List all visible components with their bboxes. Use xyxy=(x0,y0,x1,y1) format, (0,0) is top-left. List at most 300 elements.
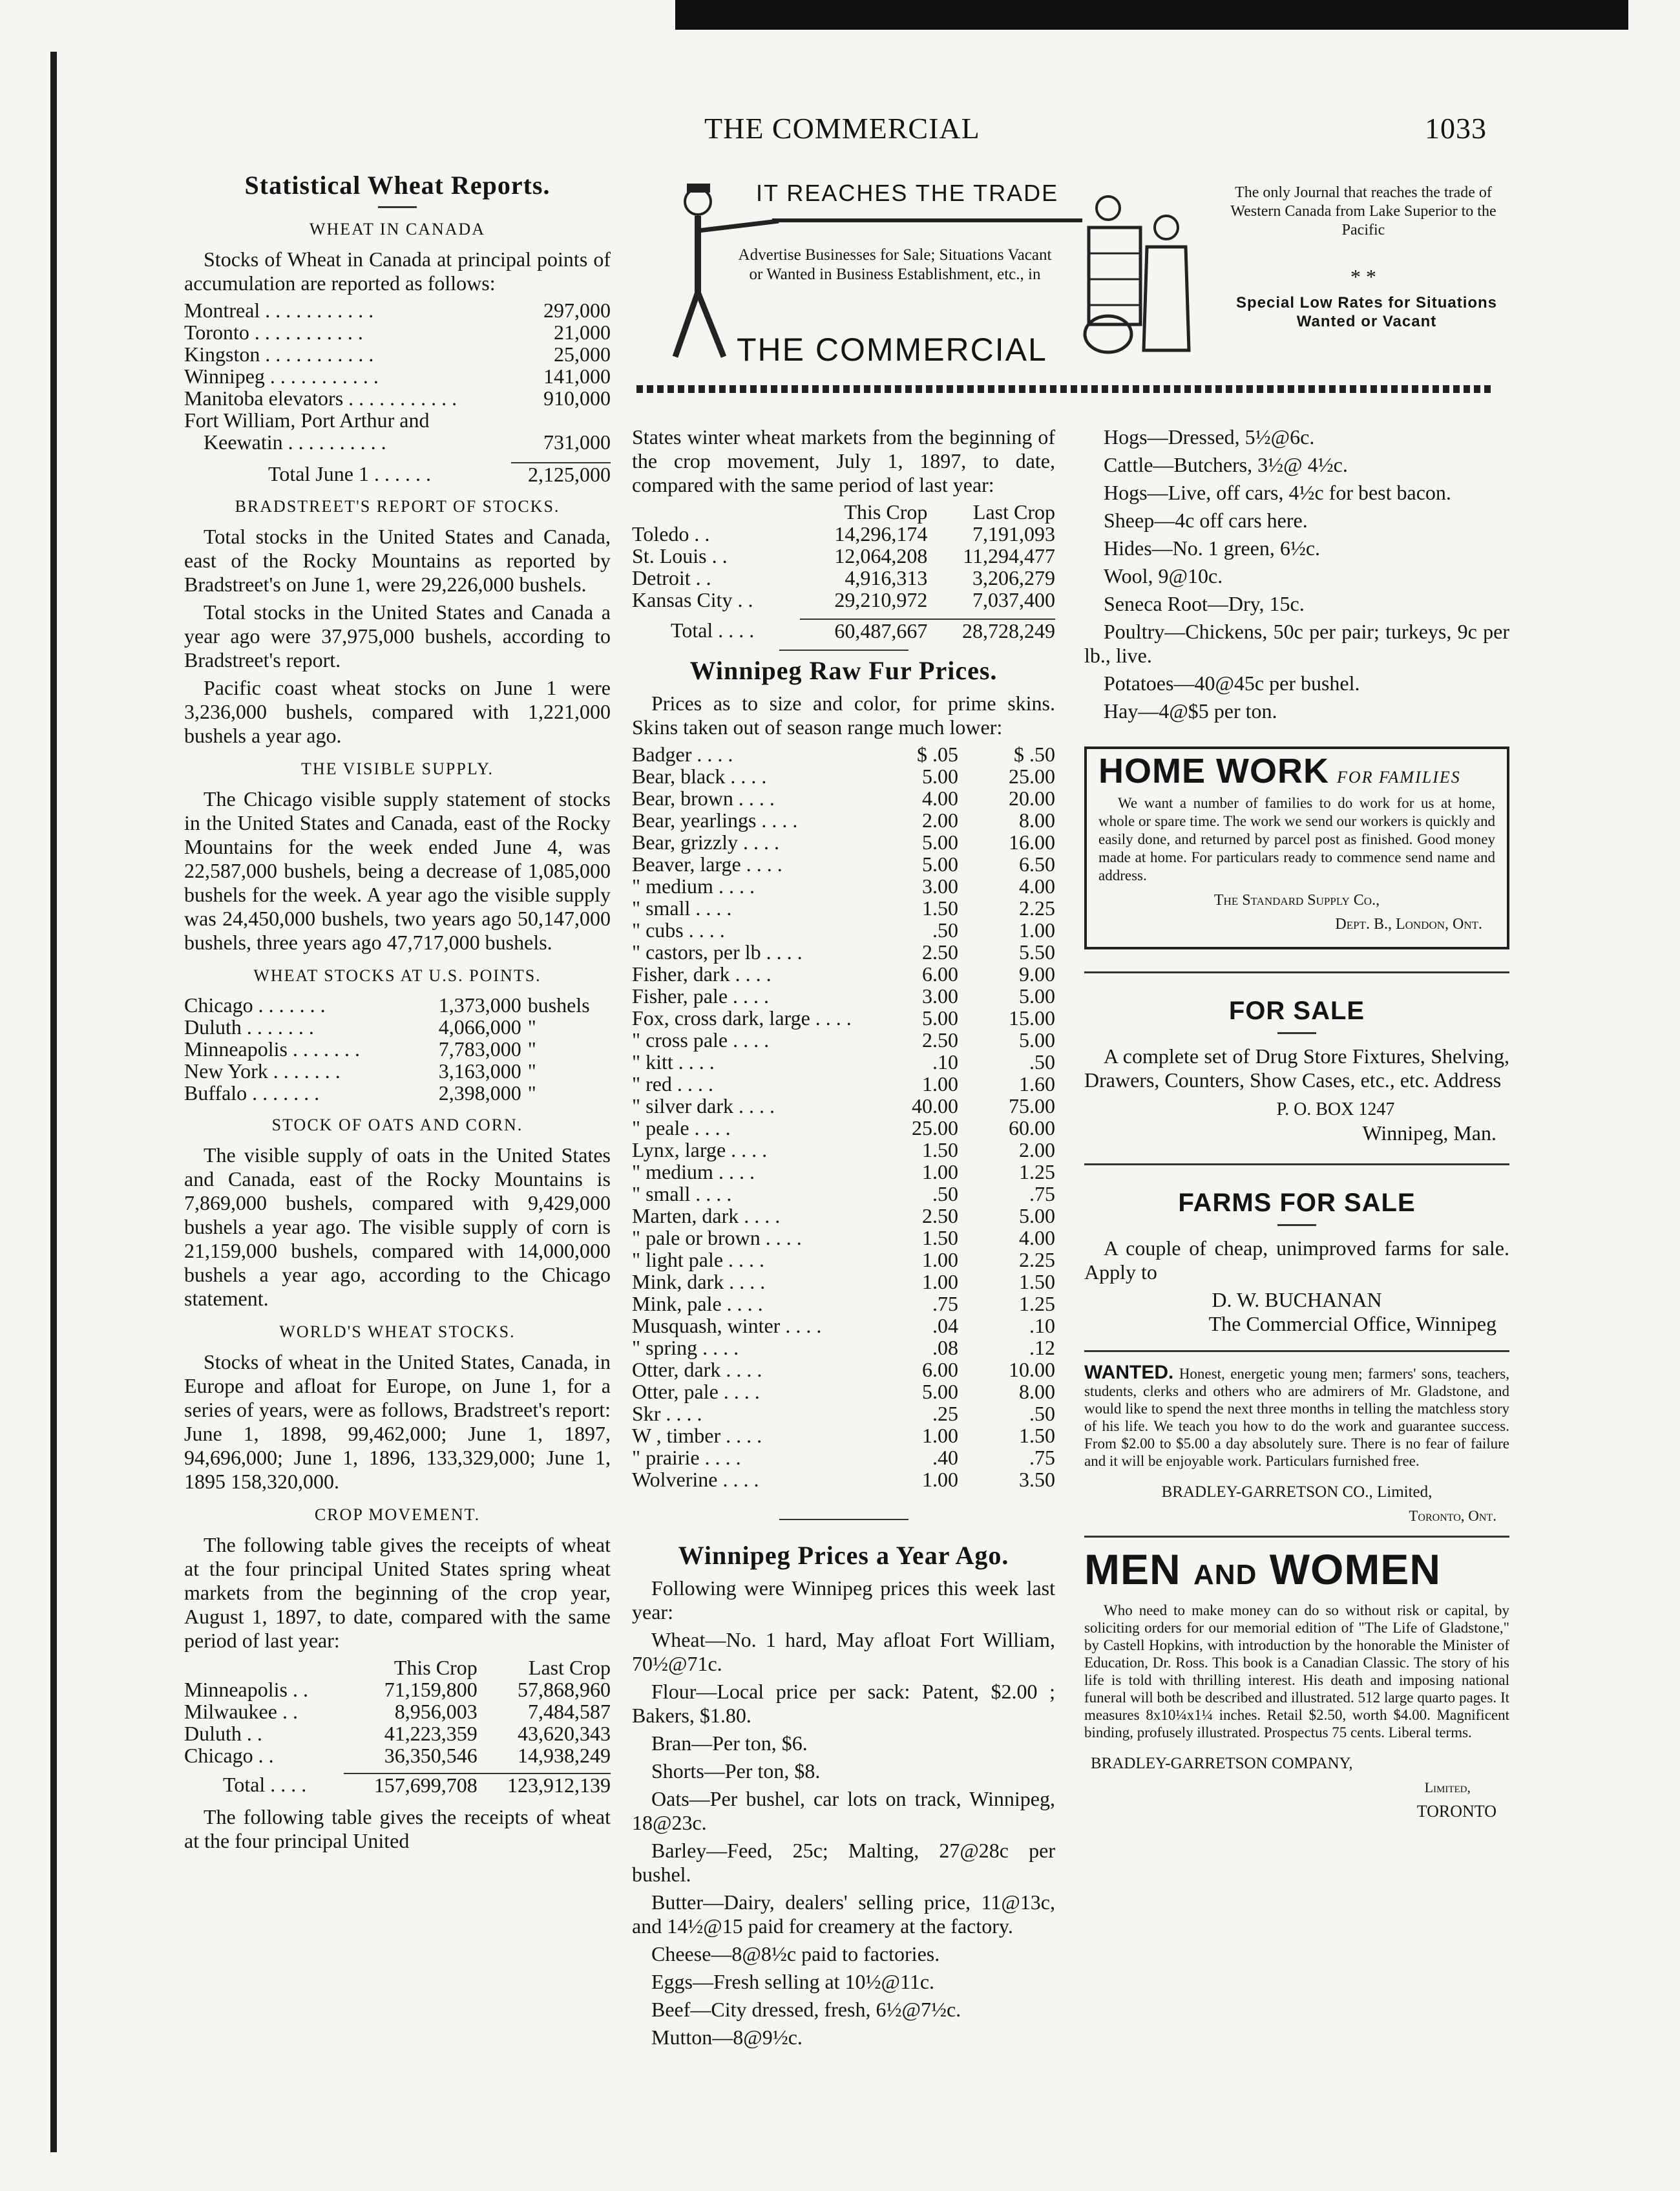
fur-row: " medium . . . . 3.00 4.00 xyxy=(632,874,1055,898)
row-value: 297,000 xyxy=(543,299,611,322)
wheat-canada-intro: Stocks of Wheat in Canada at principal points of accumulation are reported as follows: xyxy=(184,248,611,295)
statistical-wheat-title: Statistical Wheat Reports. xyxy=(244,171,551,200)
fur-name: " light pale xyxy=(632,1248,724,1271)
wheat-canada-head: WHEAT IN CANADA xyxy=(309,220,486,238)
fur-name: " silver dark xyxy=(632,1094,734,1117)
divider xyxy=(1277,1224,1316,1226)
column-3 xyxy=(1084,425,1509,1823)
fur-row: " silver dark . . . . 40.00 75.00 xyxy=(632,1094,1055,1117)
prices-year-ago-intro: Following were Winnipeg prices this week last year: xyxy=(632,1576,1055,1624)
row-value: 71,159,800 xyxy=(384,1678,478,1701)
fur-name: Bear, black xyxy=(632,765,726,788)
fur-high: 5.00 xyxy=(1019,1204,1055,1227)
row-label: Milwaukee xyxy=(184,1700,277,1723)
fur-row: Otter, pale . . . . 5.00 8.00 xyxy=(632,1380,1055,1403)
wanted-address: Toronto, Ont. xyxy=(1409,1508,1496,1524)
fur-high: 1.25 xyxy=(1019,1292,1055,1315)
price-item: Bran—Per ton, $6. xyxy=(651,1731,808,1755)
fur-name: Fox, cross dark, large xyxy=(632,1006,810,1030)
fur-low: 1.00 xyxy=(922,1468,958,1491)
page-header-title: THE COMMERCIAL xyxy=(704,112,980,145)
fur-low: 6.00 xyxy=(922,962,958,986)
fur-high: 8.00 xyxy=(1019,809,1055,832)
fur-name: " kitt xyxy=(632,1050,673,1074)
price-item: Wheat—No. 1 hard, May afloat Fort William, 70½@71c. xyxy=(632,1628,1055,1675)
fur-row: Fox, cross dark, large . . . . 5.00 15.00 xyxy=(632,1006,1055,1030)
visible-supply-head: THE VISIBLE SUPPLY. xyxy=(300,759,494,778)
fur-name: " cubs xyxy=(632,918,684,942)
winter-table-header: This Crop Last Crop xyxy=(844,500,1055,524)
fur-low: .08 xyxy=(932,1336,958,1359)
fur-high: 60.00 xyxy=(1009,1116,1055,1139)
fur-prices-title: Winnipeg Raw Fur Prices. xyxy=(689,656,998,685)
crop-movement-p2: The following table gives the receipts of wheat at the four principal United xyxy=(184,1805,611,1852)
for-sale-box: P. O. BOX 1247 xyxy=(1276,1099,1395,1119)
fur-high: 5.00 xyxy=(1019,984,1055,1008)
fur-high: 4.00 xyxy=(1019,1226,1055,1249)
fur-name: Bear, yearlings xyxy=(632,809,757,832)
fur-low: 40.00 xyxy=(912,1094,958,1117)
fur-high: 1.60 xyxy=(1019,1072,1055,1096)
divider xyxy=(1084,1163,1509,1165)
ad-commercial-name: THE COMMERCIAL xyxy=(737,332,1047,368)
price-item: Barley—Feed, 25c; Malting, 27@28c per bushel. xyxy=(632,1839,1055,1886)
table-row: Winnipeg . . . . . . . . . . . 141,000 xyxy=(184,365,611,388)
row-label: New York xyxy=(184,1059,268,1083)
row-value: 25,000 xyxy=(554,343,611,366)
fur-high: $ .50 xyxy=(1014,743,1055,766)
men-women-limited: Limited, xyxy=(1424,1779,1471,1795)
fur-row: " spring . . . . .08 .12 xyxy=(632,1336,1055,1359)
fur-high: .50 xyxy=(1029,1402,1055,1425)
wanted-body: Honest, energetic young men; farmers' sons, teachers, students, clerks and others who are admirers of Mr. Gladstone, and would like to spend the next three months in telling the matchless story of his life. We teach you how to do the work and guarantee success. From $2.00 to $5.00 a day absolutely sure. There is no fear of failure and it will be enjoyable work. Particulars furnished free. xyxy=(1084,1366,1510,1469)
fur-row: " red . . . . 1.00 1.60 xyxy=(632,1072,1055,1096)
fur-name: " castors, per lb xyxy=(632,940,761,964)
fur-low: 25.00 xyxy=(912,1116,958,1139)
fur-row: " medium . . . . 1.00 1.25 xyxy=(632,1160,1055,1183)
fur-high: 1.25 xyxy=(1019,1160,1055,1183)
ad-reaches-trade: IT REACHES THE TRADE xyxy=(756,180,1059,206)
row-unit: " xyxy=(527,1081,536,1105)
top-advert xyxy=(630,176,1525,396)
home-work-address: Dept. B., London, Ont. xyxy=(1335,916,1482,933)
fur-high: .75 xyxy=(1029,1182,1055,1205)
canada-total-row: Total June 1 . . . . . . 2,125,000 xyxy=(268,462,611,486)
market-prices-list xyxy=(1084,425,1509,723)
divider xyxy=(378,206,417,208)
table-row: Milwaukee . . 8,956,003 7,484,587 xyxy=(184,1700,611,1723)
crop-table xyxy=(184,1656,611,1796)
price-item: Oats—Per bushel, car lots on track, Winnipeg, 18@23c. xyxy=(632,1787,1055,1834)
table-row: New York . . . . . . . 3,163,000 " xyxy=(184,1060,611,1082)
bradstreet-p1: Total stocks in the United States and Canada, east of the Rocky Mountains as reported by Bradstreet's on June 1, were 29,226,000 bushels. xyxy=(184,525,611,596)
fur-high: .12 xyxy=(1029,1336,1055,1359)
fur-row: Wolverine . . . . 1.00 3.50 xyxy=(632,1468,1055,1491)
fur-row: Badger . . . . $ .05 $ .50 xyxy=(632,743,1055,766)
left-column-rule xyxy=(50,52,57,2152)
fur-name: " peale xyxy=(632,1116,689,1139)
wanted-company: BRADLEY-GARRETSON CO., Limited, xyxy=(1161,1483,1433,1501)
fur-name: " medium xyxy=(632,874,713,898)
bradstreet-head: BRADSTREET'S REPORT OF STOCKS. xyxy=(235,497,560,516)
fur-row: Beaver, large . . . . 5.00 6.50 xyxy=(632,852,1055,876)
for-sale-city: Winnipeg, Man. xyxy=(1362,1121,1496,1145)
fur-row: " cross pale . . . . 2.50 5.00 xyxy=(632,1028,1055,1052)
for-sale-body: A complete set of Drug Store Fixtures, Shelving, Drawers, Counters, Show Cases, etc., etc. Address xyxy=(1084,1044,1509,1092)
row-value: 910,000 xyxy=(543,386,611,410)
fur-name: Marten, dark xyxy=(632,1204,739,1227)
fur-row: Musquash, winter . . . . .04 .10 xyxy=(632,1314,1055,1337)
fur-high: 16.00 xyxy=(1009,831,1055,854)
fur-name: " prairie xyxy=(632,1446,700,1469)
world-stocks-p: Stocks of wheat in the United States, Canada, in Europe and afloat for Europe, on June 1, for a series of years, were as follows, Bradstreet's report: June 1, 1898, 99,462,000; June 1, 1897, 94,696,000; June 1, 1896, 133,329,000; June 1, 1895 158,320,000. xyxy=(184,1350,611,1493)
fur-row: Marten, dark . . . . 2.50 5.00 xyxy=(632,1204,1055,1227)
divider xyxy=(1084,1350,1509,1352)
fur-name: Fisher, dark xyxy=(632,962,730,986)
price-item: Cattle—Butchers, 3½@ 4½c. xyxy=(1104,453,1348,476)
fur-name: " medium xyxy=(632,1160,713,1183)
fur-row: Otter, dark . . . . 6.00 10.00 xyxy=(632,1358,1055,1381)
row-value: 141,000 xyxy=(543,365,611,388)
fur-low: 5.00 xyxy=(922,1006,958,1030)
fur-name: Musquash, winter xyxy=(632,1314,781,1337)
fur-row: " pale or brown . . . . 1.50 4.00 xyxy=(632,1226,1055,1249)
fur-low: 2.50 xyxy=(922,940,958,964)
group-illustration xyxy=(1076,189,1192,363)
row-value: 14,296,174 xyxy=(834,522,928,545)
price-item: Hogs—Dressed, 5½@6c. xyxy=(1104,425,1315,449)
farms-body: A couple of cheap, unimproved farms for sale. Apply to xyxy=(1084,1236,1509,1284)
ad-side-text: The only Journal that reaches the trade of Western Canada from Lake Superior to the Pacific xyxy=(1230,184,1496,238)
crop-table-header: This Crop Last Crop xyxy=(394,1656,611,1679)
fur-low: 4.00 xyxy=(922,787,958,810)
price-item: Shorts—Per ton, $8. xyxy=(651,1759,821,1783)
fur-high: 25.00 xyxy=(1009,765,1055,788)
table-row: Minneapolis . . . . . . . 7,783,000 " xyxy=(184,1038,611,1060)
fur-name: Bear, grizzly xyxy=(632,831,738,854)
fur-high: 75.00 xyxy=(1009,1094,1055,1117)
prices-year-ago-list xyxy=(632,1628,1055,2049)
fur-low: 3.00 xyxy=(922,984,958,1008)
fur-low: $ .05 xyxy=(917,743,958,766)
fur-row: Bear, black . . . . 5.00 25.00 xyxy=(632,765,1055,788)
row-value: 7,191,093 xyxy=(972,522,1055,545)
home-work-title: HOME WORK xyxy=(1098,752,1329,790)
fur-high: 1.00 xyxy=(1019,918,1055,942)
ad-body: Advertise Businesses for Sale; Situations Vacant or Wanted in Business Establishment, etc., in xyxy=(738,246,1052,283)
fur-high: 1.50 xyxy=(1019,1270,1055,1293)
price-item: Beef—City dressed, fresh, 6½@7½c. xyxy=(651,1998,961,2021)
fur-low: .50 xyxy=(932,1182,958,1205)
table-row: Manitoba elevators . . . . . . . . . . . 910,000 xyxy=(184,386,611,410)
fur-row: Skr . . . . .25 .50 xyxy=(632,1402,1055,1425)
row-label: Chicago xyxy=(184,1744,253,1767)
fur-name: Fisher, pale xyxy=(632,984,728,1008)
row-label: Detroit xyxy=(632,566,691,589)
price-item: Flour—Local price per sack: Patent, $2.00 ; Bakers, $1.80. xyxy=(632,1680,1055,1727)
fur-low: .04 xyxy=(932,1314,958,1337)
row-unit: " xyxy=(527,1059,536,1083)
men-women-title: MEN AND WOMEN xyxy=(1084,1545,1441,1593)
row-value: 3,206,279 xyxy=(972,566,1055,589)
row-value: 7,783,000 xyxy=(438,1037,521,1061)
table-row: Duluth . . . . . . . 4,066,000 " xyxy=(184,1016,611,1038)
fur-row: " prairie . . . . .40 .75 xyxy=(632,1446,1055,1469)
oats-corn-p: The visible supply of oats in the United States and Canada, east of the Rocky Mountains is 7,869,000 bushels, compared with 9,429,000 bushels a year ago. The visible supply of corn is 21,159,000 bushels, compared with 14,000,000 bushels a year ago, according to the Chicago statement. xyxy=(184,1143,611,1310)
fur-high: 20.00 xyxy=(1009,787,1055,810)
fur-high: 2.25 xyxy=(1019,1248,1055,1271)
fur-name: Otter, dark xyxy=(632,1358,721,1381)
fur-low: .50 xyxy=(932,918,958,942)
fur-high: .75 xyxy=(1029,1446,1055,1469)
fur-high: 2.25 xyxy=(1019,896,1055,920)
table-row: Chicago . . . . . . . 1,373,000 bushels xyxy=(184,994,611,1016)
table-row: Toledo . . 14,296,174 7,191,093 xyxy=(632,522,1055,545)
fur-low: .75 xyxy=(932,1292,958,1315)
fur-low: 5.00 xyxy=(922,765,958,788)
men-women-company: BRADLEY-GARRETSON COMPANY, xyxy=(1091,1755,1353,1772)
fur-high: 10.00 xyxy=(1009,1358,1055,1381)
row-value: 21,000 xyxy=(554,321,611,344)
fur-low: 1.50 xyxy=(922,1226,958,1249)
pointer-line xyxy=(772,218,1082,222)
fur-name: Beaver, large xyxy=(632,852,741,876)
fur-prices-intro: Prices as to size and color, for prime skins. Skins taken out of season range much lower: xyxy=(632,692,1055,739)
row-label: St. Louis xyxy=(632,544,707,567)
row-label: Toledo xyxy=(632,522,689,545)
crop-movement-p: The following table gives the receipts of wheat at the four principal United States spring wheat markets from the beginning of the crop year, August 1, 1897, to date, compared with the same period of last year: xyxy=(184,1533,611,1652)
row-value: 4,916,313 xyxy=(845,566,928,589)
row-value: 2,398,000 xyxy=(438,1081,521,1105)
fur-name: " pale or brown xyxy=(632,1226,761,1249)
men-women-city: TORONTO xyxy=(1416,1802,1496,1821)
fur-low: 5.00 xyxy=(922,1380,958,1403)
fur-name: Wolverine xyxy=(632,1468,718,1491)
fur-name: W , timber xyxy=(632,1424,721,1447)
row-label: Manitoba elevators xyxy=(184,386,344,410)
fur-low: 2.50 xyxy=(922,1028,958,1052)
home-work-ad xyxy=(1084,746,1509,949)
row-value: 7,037,400 xyxy=(972,588,1055,611)
fur-high: 15.00 xyxy=(1009,1006,1055,1030)
divider xyxy=(1084,971,1509,973)
winter-wheat-table xyxy=(632,501,1055,642)
column-2 xyxy=(632,425,1055,2053)
visible-supply-p: The Chicago visible supply statement of stocks in the United States and Canada, east of the Rocky Mountains for the week ended June 4, was 22,587,000 bushels, being a decrease of 1,085,000 bushels for the week. A year ago the visible supply was 24,450,000 bushels, two years ago 50,147,000 bushels, three years ago 47,717,000 bushels. xyxy=(184,787,611,954)
fur-high: 9.00 xyxy=(1019,962,1055,986)
fur-low: 3.00 xyxy=(922,874,958,898)
home-work-body: We want a number of families to do work for us at home, whole or spare time. The work we send our workers is quickly and easily done, and returned by parcel post as finished. Good money made at home. For particulars ready to commence send name and address. xyxy=(1098,795,1495,884)
row-label: Buffalo xyxy=(184,1081,247,1105)
fur-row: Mink, dark . . . . 1.00 1.50 xyxy=(632,1270,1055,1293)
fur-row: Bear, brown . . . . 4.00 20.00 xyxy=(632,787,1055,810)
column-1 xyxy=(184,173,611,1857)
fur-high: 5.00 xyxy=(1019,1028,1055,1052)
price-item: Sheep—4c off cars here. xyxy=(1104,509,1308,532)
fur-high: 5.50 xyxy=(1019,940,1055,964)
table-row: St. Louis . . 12,064,208 11,294,477 xyxy=(632,544,1055,567)
fur-high: 6.50 xyxy=(1019,852,1055,876)
fur-row: " cubs . . . . .50 1.00 xyxy=(632,918,1055,942)
fur-name: Skr xyxy=(632,1402,661,1425)
table-row: Detroit . . 4,916,313 3,206,279 xyxy=(632,566,1055,589)
fur-low: .10 xyxy=(932,1050,958,1074)
us-points-table xyxy=(184,994,611,1104)
fur-row: W , timber . . . . 1.00 1.50 xyxy=(632,1424,1055,1447)
row-value: 29,210,972 xyxy=(834,588,928,611)
fur-low: 5.00 xyxy=(922,831,958,854)
winter-total-row: Total . . . . 60,487,667 28,728,249 xyxy=(671,619,1055,642)
fw-row: Fort William, Port Arthur and xyxy=(184,408,430,432)
for-sale-title: FOR SALE xyxy=(1228,997,1365,1025)
fur-name: Badger xyxy=(632,743,692,766)
world-stocks-head: WORLD'S WHEAT STOCKS. xyxy=(279,1322,516,1341)
home-work-subtitle: FOR FAMILIES xyxy=(1336,768,1461,787)
oats-corn-head: STOCK OF OATS AND CORN. xyxy=(271,1116,523,1134)
table-row: Kingston . . . . . . . . . . . 25,000 xyxy=(184,343,611,366)
table-row: Toronto . . . . . . . . . . . 21,000 xyxy=(184,321,611,344)
fur-row: " kitt . . . . .10 .50 xyxy=(632,1050,1055,1074)
row-label: Duluth xyxy=(184,1015,242,1039)
fur-row: " light pale . . . . 1.00 2.25 xyxy=(632,1248,1055,1271)
row-label: Duluth xyxy=(184,1722,242,1745)
fur-row: Bear, grizzly . . . . 5.00 16.00 xyxy=(632,831,1055,854)
fur-row: Bear, yearlings . . . . 2.00 8.00 xyxy=(632,809,1055,832)
price-item: Wool, 9@10c. xyxy=(1104,564,1223,587)
fur-low: .25 xyxy=(932,1402,958,1425)
row-unit: " xyxy=(527,1037,536,1061)
home-work-company: The Standard Supply Co., xyxy=(1213,892,1380,909)
fur-row: " castors, per lb . . . . 2.50 5.50 xyxy=(632,940,1055,964)
wanted-ad xyxy=(1084,1364,1509,1470)
keewatin-row: Keewatin . . . . . . . . . . 731,000 xyxy=(204,430,611,454)
price-item: Cheese—8@8½c paid to factories. xyxy=(651,1942,940,1965)
page-number: 1033 xyxy=(1425,112,1487,145)
row-label: Minneapolis xyxy=(184,1678,288,1701)
price-item: Mutton—8@9½c. xyxy=(651,2026,803,2049)
price-item: Eggs—Fresh selling at 10½@11c. xyxy=(651,1970,935,1993)
table-row: Buffalo . . . . . . . 2,398,000 " xyxy=(184,1082,611,1104)
table-row: Chicago . . 36,350,546 14,938,249 xyxy=(184,1744,611,1767)
row-label: Toronto xyxy=(184,321,249,344)
top-black-bar xyxy=(675,0,1628,30)
bradstreet-p3: Pacific coast wheat stocks on June 1 were 3,236,000 bushels, compared with 1,221,000 bushels a year ago. xyxy=(184,676,611,747)
row-unit: " xyxy=(527,1015,536,1039)
row-value: 3,163,000 xyxy=(438,1059,521,1083)
farms-name: D. W. BUCHANAN xyxy=(1212,1288,1382,1311)
row-value: 7,484,587 xyxy=(528,1700,611,1723)
fur-low: 6.00 xyxy=(922,1358,958,1381)
table-row: Duluth . . 41,223,359 43,620,343 xyxy=(184,1722,611,1745)
price-item: Hogs—Live, off cars, 4½c for best bacon. xyxy=(1104,481,1451,504)
fur-row: " peale . . . . 25.00 60.00 xyxy=(632,1116,1055,1139)
ad-special-rates: Special Low Rates for Situations Wanted or Vacant xyxy=(1235,294,1498,330)
fur-row: " small . . . . 1.50 2.25 xyxy=(632,896,1055,920)
fur-low: 1.50 xyxy=(922,1138,958,1161)
price-item: Seneca Root—Dry, 15c. xyxy=(1104,592,1305,615)
canada-stocks-table xyxy=(184,299,611,485)
wanted-lead: WANTED. xyxy=(1084,1362,1174,1383)
divider xyxy=(1084,1536,1509,1538)
fur-low: 1.00 xyxy=(922,1160,958,1183)
fur-low: 1.00 xyxy=(922,1072,958,1096)
fur-high: 4.00 xyxy=(1019,874,1055,898)
fur-name: " red xyxy=(632,1072,672,1096)
price-item: Poultry—Chickens, 50c per pair; turkeys, 9c per lb., live. xyxy=(1084,620,1509,667)
fur-name: " spring xyxy=(632,1336,698,1359)
fur-low: 1.00 xyxy=(922,1424,958,1447)
fur-name: Mink, dark xyxy=(632,1270,724,1293)
farms-for-sale-title: FARMS FOR SALE xyxy=(1178,1189,1416,1217)
fur-name: Bear, brown xyxy=(632,787,733,810)
row-value: 8,956,003 xyxy=(394,1700,478,1723)
farms-office: The Commercial Office, Winnipeg xyxy=(1208,1312,1496,1335)
crop-total-row: Total . . . . 157,699,708 123,912,139 xyxy=(223,1773,611,1797)
fur-high: 8.00 xyxy=(1019,1380,1055,1403)
row-label: Montreal xyxy=(184,299,260,322)
fur-low: 2.00 xyxy=(922,809,958,832)
table-row: Kansas City . . 29,210,972 7,037,400 xyxy=(632,588,1055,611)
row-value: 1,373,000 xyxy=(438,993,521,1017)
row-value: 4,066,000 xyxy=(438,1015,521,1039)
price-item: Hides—No. 1 green, 6½c. xyxy=(1104,536,1321,560)
men-women-body: Who need to make money can do so without risk or capital, by soliciting orders for our memorial edition of "The Life of Gladstone," by Castell Hopkins, with introduction by the honorable the Minister of Education, Dr. Ross. This book is a Canadian Classic. The story of his life is told with thrilling interest. His death and imposing national funeral will both be described and illustrated. 512 large quarto pages. It measures 8x10¼x1¼ inches. Retail $2.50, worth $4.00. Magnificent binding, profusely illustrated. Prospectus 75 cents. Liberal terms. xyxy=(1084,1602,1509,1741)
fur-row: Fisher, dark . . . . 6.00 9.00 xyxy=(632,962,1055,986)
us-points-head: WHEAT STOCKS AT U.S. POINTS. xyxy=(253,966,541,985)
fur-high: .50 xyxy=(1029,1050,1055,1074)
ad-border-rule xyxy=(636,385,1493,393)
row-label: Kingston xyxy=(184,343,260,366)
winter-intro: States winter wheat markets from the beginning of the crop movement, July 1, 1897, to date, compared with the same period of last year: xyxy=(632,425,1055,496)
fur-low: .40 xyxy=(932,1446,958,1469)
row-value: 41,223,359 xyxy=(384,1722,478,1745)
bradstreet-p2: Total stocks in the United States and Canada a year ago were 37,975,000 bushels, according to Bradstreet's report. xyxy=(184,600,611,672)
fur-row: " small . . . . .50 .75 xyxy=(632,1182,1055,1205)
fur-high: 1.50 xyxy=(1019,1424,1055,1447)
fur-prices-table xyxy=(632,743,1055,1490)
row-unit: bushels xyxy=(527,993,590,1017)
row-label: Minneapolis xyxy=(184,1037,288,1061)
divider xyxy=(1277,1032,1316,1034)
fur-name: " small xyxy=(632,1182,691,1205)
price-item: Butter—Dairy, dealers' selling price, 11@13c, and 14½@15 paid for creamery at the factory. xyxy=(632,1890,1055,1938)
fur-row: Lynx, large . . . . 1.50 2.00 xyxy=(632,1138,1055,1161)
row-value: 12,064,208 xyxy=(834,544,928,567)
row-label: Winnipeg xyxy=(184,365,265,388)
row-value: 43,620,343 xyxy=(518,1722,611,1745)
row-value: 11,294,477 xyxy=(963,544,1055,567)
fur-row: Fisher, pale . . . . 3.00 5.00 xyxy=(632,984,1055,1008)
divider xyxy=(779,650,908,651)
fur-low: 2.50 xyxy=(922,1204,958,1227)
fur-high: 3.50 xyxy=(1019,1468,1055,1491)
fur-low: 5.00 xyxy=(922,852,958,876)
row-label: Kansas City xyxy=(632,588,733,611)
divider xyxy=(779,1519,908,1520)
crop-movement-head: CROP MOVEMENT. xyxy=(314,1505,481,1524)
fur-name: " small xyxy=(632,896,691,920)
row-value: 57,868,960 xyxy=(518,1678,611,1701)
fur-name: " cross pale xyxy=(632,1028,728,1052)
ad-stars: * * xyxy=(1350,265,1376,288)
row-value: 14,938,249 xyxy=(518,1744,611,1767)
table-row: Montreal . . . . . . . . . . . 297,000 xyxy=(184,299,611,322)
fur-name: Lynx, large xyxy=(632,1138,726,1161)
fur-name: Otter, pale xyxy=(632,1380,719,1403)
price-item: Hay—4@$5 per ton. xyxy=(1104,699,1277,723)
fur-row: Mink, pale . . . . .75 1.25 xyxy=(632,1292,1055,1315)
prices-year-ago-title: Winnipeg Prices a Year Ago. xyxy=(678,1541,1009,1570)
